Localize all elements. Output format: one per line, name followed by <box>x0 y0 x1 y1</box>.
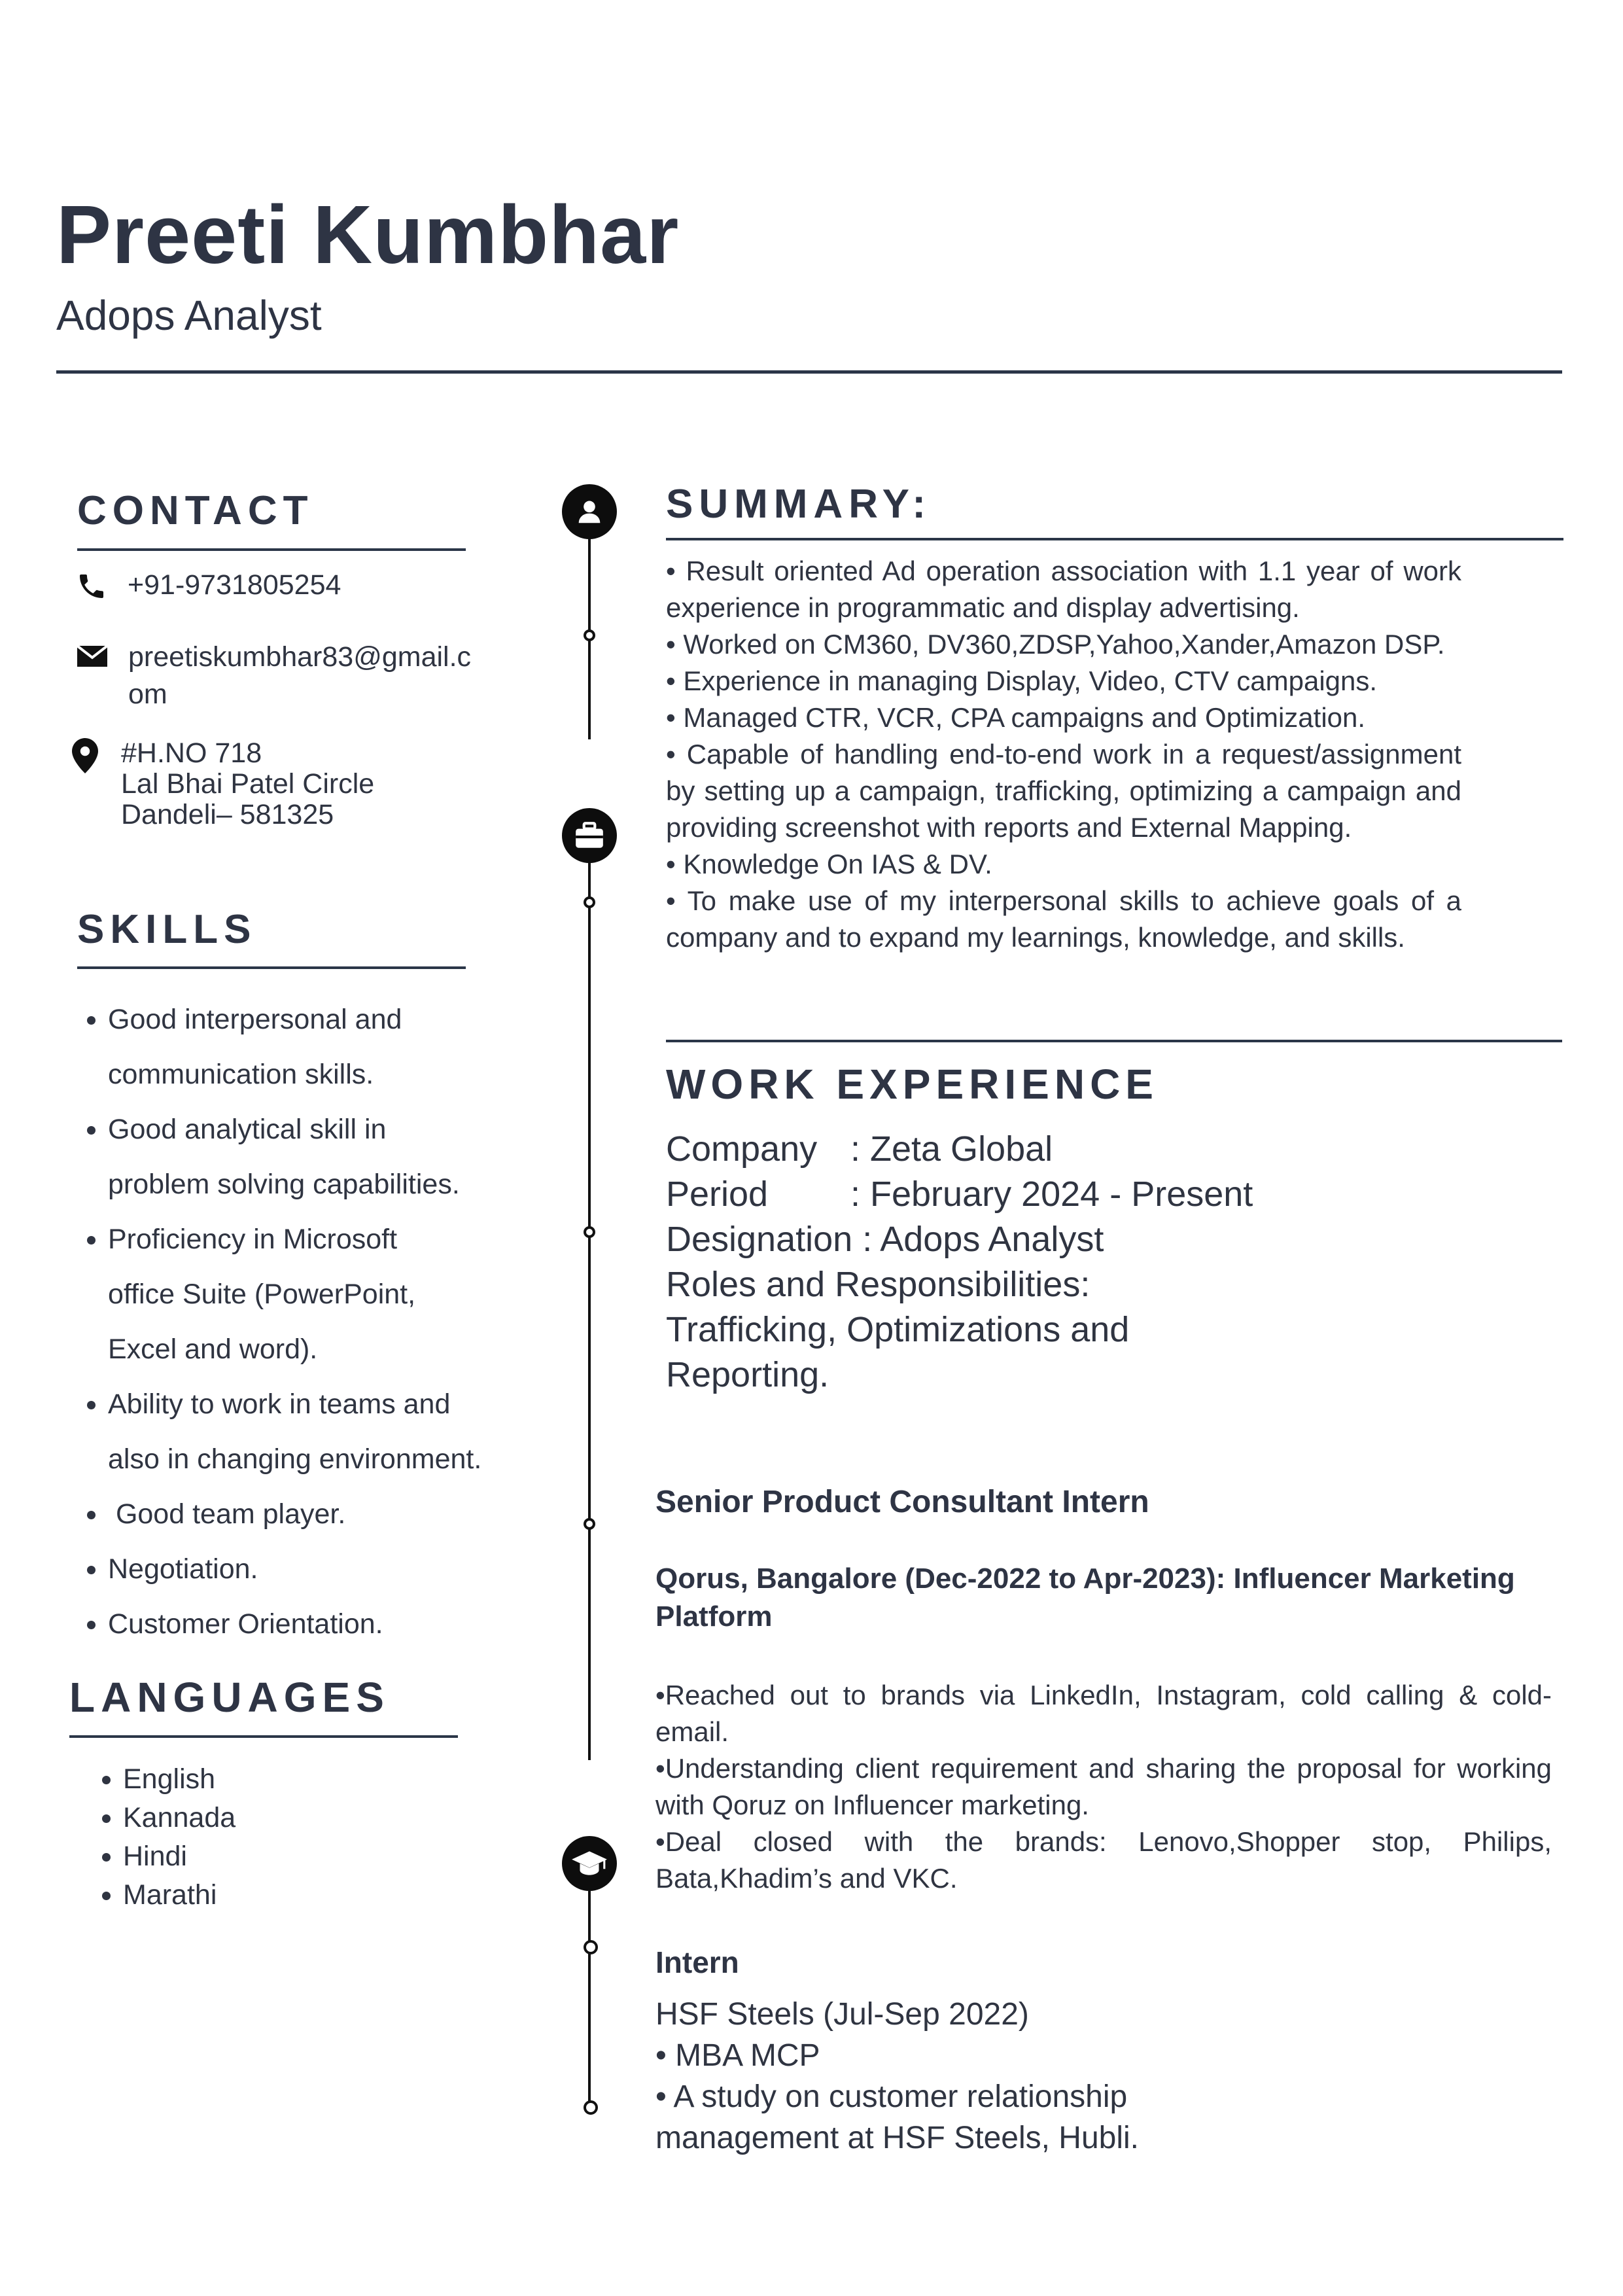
skill-item-line: communication skills. <box>108 1059 374 1090</box>
skill-item-line: office Suite (PowerPoint, <box>108 1279 416 1310</box>
skill-item <box>108 1487 491 1542</box>
skill-item-line: also in changing environment. <box>108 1443 482 1475</box>
skill-item-line: • Good interpersonal and <box>108 1004 402 1035</box>
phone-number: +91-9731805254 <box>128 569 341 601</box>
skill-item-line: • Good analytical skill in <box>108 1114 387 1145</box>
email-line-2: om <box>128 679 167 710</box>
internship-2-line: • A study on customer relationship <box>655 2079 1128 2114</box>
email-line-1: preetiskumbhar83@gmail.c <box>128 641 472 673</box>
internship-1-point: •Deal closed with the brands: Lenovo,Shopper stop, Philips, Bata,Khadim’s and VKC. <box>655 1826 1552 1894</box>
skill-item <box>108 1597 491 1651</box>
summary-point: • Knowledge On IAS & DV. <box>666 849 992 879</box>
skills-list <box>72 992 491 1651</box>
candidate-name: Preeti Kumbhar <box>56 188 680 281</box>
internship-2-title: Intern <box>655 1945 739 1979</box>
header-divider <box>56 370 1562 374</box>
period-value: : February 2024 - Present <box>850 1174 1253 1214</box>
timeline-dot <box>584 1226 595 1238</box>
timeline-dot <box>584 629 595 641</box>
summary-divider <box>666 538 1563 540</box>
skill-item-line: • Negotiation. <box>108 1553 258 1585</box>
languages-bullets <box>85 1760 236 1915</box>
skill-item-line: problem solving capabilities. <box>108 1169 460 1200</box>
skill-item-line: Excel and word). <box>108 1333 318 1365</box>
languages-divider <box>69 1735 458 1738</box>
envelope-icon <box>76 643 109 669</box>
timeline-dot <box>584 1940 598 1954</box>
timeline-segment-2 <box>588 844 591 1760</box>
skill-item-line: • Ability to work in teams and <box>108 1388 451 1420</box>
internship-1-org: Qorus, Bangalore (Dec-2022 to Apr-2023): Influencer Marketing Platform <box>655 1563 1515 1633</box>
roles-line-2: Trafficking, Optimizations and <box>666 1310 1130 1349</box>
language-item: • English <box>123 1760 236 1799</box>
designation-value: : Adops Analyst <box>852 1220 1104 1259</box>
summary-point: • Worked on CM360, DV360,ZDSP,Yahoo,Xander,Amazon DSP. <box>666 629 1445 660</box>
languages-list <box>85 1760 236 1915</box>
work-heading: WORK EXPERIENCE <box>666 1061 1159 1108</box>
timeline-segment-3 <box>588 1891 591 2107</box>
address-line-2: Lal Bhai Patel Circle <box>121 768 375 800</box>
internship-1-body <box>655 1677 1552 1897</box>
contact-divider <box>77 548 466 551</box>
roles-line-1: Roles and Responsibilities: <box>666 1265 1091 1304</box>
designation-line <box>666 1217 1104 1262</box>
contact-heading: CONTACT <box>77 488 314 533</box>
internship-2-line: HSF Steels (Jul-Sep 2022) <box>655 1997 1029 2032</box>
skills-divider <box>77 966 466 969</box>
summary-body <box>666 553 1461 956</box>
summary-point: • Managed CTR, VCR, CPA campaigns and Optimization. <box>666 702 1366 733</box>
skill-item <box>108 1542 491 1597</box>
phone-icon <box>76 571 107 602</box>
internship-2-body <box>655 1994 1139 2159</box>
summary-point: • Experience in managing Display, Video, CTV campaigns. <box>666 665 1378 696</box>
internship-2-line: • MBA MCP <box>655 2038 820 2073</box>
work-divider <box>666 1040 1562 1042</box>
summary-heading: SUMMARY: <box>666 482 932 527</box>
skill-item <box>108 1102 491 1212</box>
summary-point: • Result oriented Ad operation association with 1.1 year of work experience in programmatic and display advertising. <box>666 556 1461 623</box>
skill-item-line: • Proficiency in Microsoft <box>108 1224 398 1255</box>
internship-1-point: •Reached out to brands via LinkedIn, Instagram, cold calling & cold-email. <box>655 1680 1552 1747</box>
language-item: • Kannada <box>123 1799 236 1837</box>
internship-2-line: management at HSF Steels, Hubli. <box>655 2121 1140 2155</box>
graduation-cap-icon <box>562 1836 617 1891</box>
skill-item <box>108 1212 491 1377</box>
period-label: Period <box>666 1174 769 1214</box>
candidate-role: Adops Analyst <box>56 292 322 339</box>
language-item: • Marathi <box>123 1876 236 1915</box>
briefcase-icon <box>562 808 617 863</box>
address-line-1: #H.NO 718 <box>121 737 262 769</box>
timeline-dot <box>584 896 595 908</box>
skill-item <box>108 992 491 1102</box>
skills-bullets <box>72 992 491 1651</box>
timeline-dot <box>584 2100 598 2115</box>
skill-item-line: • Good team player. <box>108 1498 346 1530</box>
summary-point: • To make use of my interpersonal skills to achieve goals of a company and to expand my learnings, knowledge, and skills. <box>666 885 1461 953</box>
timeline-dot <box>584 1518 595 1530</box>
location-pin-icon <box>72 738 98 773</box>
timeline-segment-1 <box>588 510 591 739</box>
address-line-3: Dandeli– 581325 <box>121 799 334 830</box>
summary-point: • Capable of handling end-to-end work in a request/assignment by setting up a campaign, trafficking, optimizing a campaign and providing screenshot with reports and External Mapping. <box>666 739 1461 843</box>
designation-label: Designation <box>666 1220 853 1259</box>
company-value: : Zeta Global <box>850 1129 1053 1169</box>
internship-1-point: •Understanding client requirement and sharing the proposal for working with Qoruz on Influencer marketing. <box>655 1753 1552 1820</box>
company-label: Company <box>666 1129 818 1169</box>
skill-item <box>108 1377 491 1487</box>
languages-heading: LANGUAGES <box>69 1674 390 1721</box>
skill-item-line: • Customer Orientation. <box>108 1608 383 1640</box>
roles-line-3: Reporting. <box>666 1355 829 1394</box>
language-item: • Hindi <box>123 1837 236 1876</box>
internship-1-title: Senior Product Consultant Intern <box>655 1485 1149 1519</box>
skills-heading: SKILLS <box>77 907 257 952</box>
user-icon <box>562 484 617 539</box>
address-block <box>121 738 374 830</box>
